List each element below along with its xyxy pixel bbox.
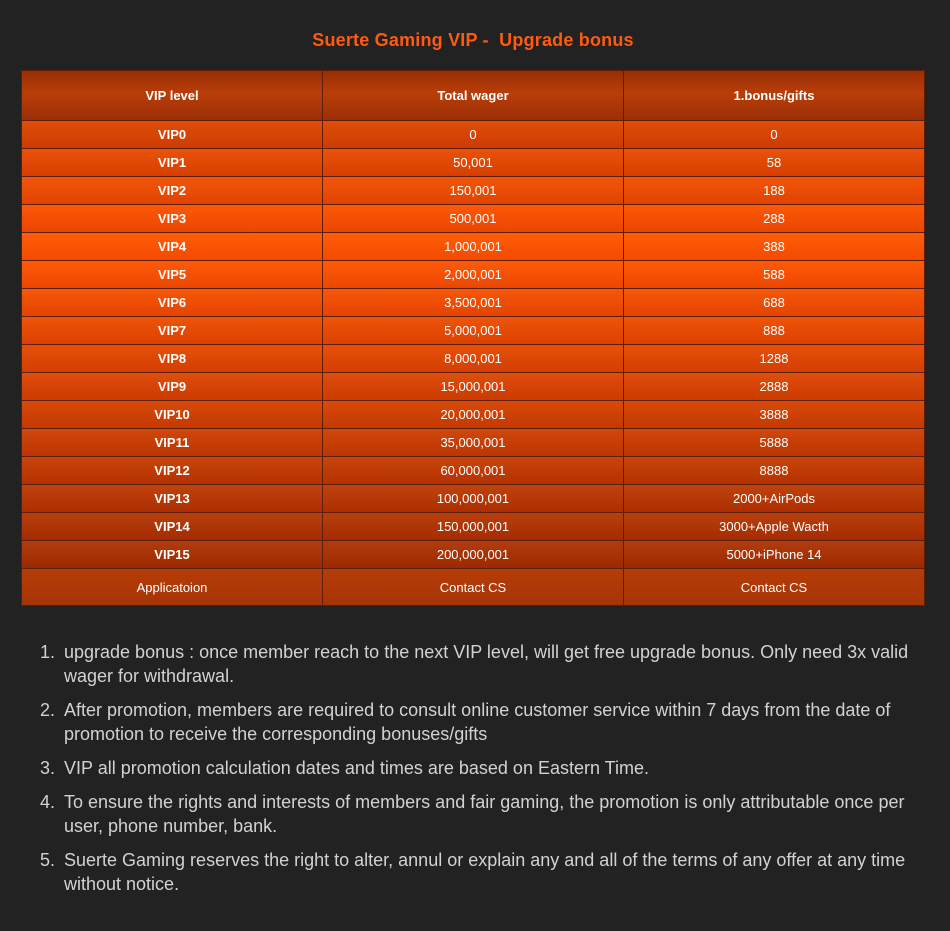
vip-level-cell: VIP6 [22,289,323,317]
total-wager-cell: 8,000,001 [323,345,624,373]
total-wager-cell: 100,000,001 [323,485,624,513]
column-header-total-wager: Total wager [323,71,624,121]
table-row [22,513,925,541]
total-wager-cell: 5,000,001 [323,317,624,345]
terms-item [40,790,910,838]
vip-level-cell: VIP5 [22,261,323,289]
vip-level-cell: VIP2 [22,177,323,205]
bonus-gifts-cell: 388 [624,233,925,261]
table-row [22,317,925,345]
vip-level-cell: VIP7 [22,317,323,345]
page-title: Suerte Gaming VIP - Upgrade bonus [312,30,634,50]
vip-level-cell: VIP9 [22,373,323,401]
terms-item-number: 3. [40,758,56,778]
table-row [22,149,925,177]
table-row [22,485,925,513]
table-row [22,401,925,429]
vip-level-cell: VIP4 [22,233,323,261]
bonus-gifts-cell: 3000+Apple Wacth [624,513,925,541]
vip-level-cell: VIP13 [22,485,323,513]
bonus-gifts-cell: 2888 [624,373,925,401]
table-row [22,177,925,205]
table-row [22,541,925,569]
terms-item-text: upgrade bonus : once member reach to the next VIP level, will get free upgrade bonus. Only need 3x valid wager for withdrawal. [64,642,909,686]
vip-level-cell: VIP8 [22,345,323,373]
total-wager-cell: 500,001 [323,205,624,233]
total-wager-cell: 35,000,001 [323,429,624,457]
terms-item-text: VIP all promotion calculation dates and times are based on Eastern Time. [64,758,649,778]
table-row [22,233,925,261]
table-row [22,121,925,149]
bonus-gifts-cell: 2000+AirPods [624,485,925,513]
bonus-gifts-cell: 3888 [624,401,925,429]
column-header-vip-level: VIP level [22,71,323,121]
vip-level-cell: VIP3 [22,205,323,233]
bonus-gifts-cell: 58 [624,149,925,177]
total-wager-cell: 3,500,001 [323,289,624,317]
terms-item [40,640,910,688]
terms-item-number: 2. [40,700,56,720]
bonus-gifts-cell: 5888 [624,429,925,457]
total-wager-cell: 150,000,001 [323,513,624,541]
terms-item-number: 5. [40,850,56,870]
terms-item-text: To ensure the rights and interests of members and fair gaming, the promotion is only attributable once per user, phone number, bank. [64,792,905,836]
vip-level-cell: VIP14 [22,513,323,541]
total-wager-cell: 20,000,001 [323,401,624,429]
table-row [22,345,925,373]
vip-level-cell: VIP12 [22,457,323,485]
total-wager-cell: 60,000,001 [323,457,624,485]
terms-item-text: Suerte Gaming reserves the right to alter, annul or explain any and all of the terms of any offer at any time without notice. [64,850,906,894]
bonus-gifts-cell: 1288 [624,345,925,373]
terms-item [40,756,910,780]
table-row [22,429,925,457]
bonus-gifts-cell: 588 [624,261,925,289]
terms-item [40,698,910,746]
total-wager-cell: 200,000,001 [323,541,624,569]
bonus-gifts-cell: 688 [624,289,925,317]
table-row [22,289,925,317]
terms-item-number: 4. [40,792,56,812]
total-wager-cell: 0 [323,121,624,149]
terms-list [40,640,910,906]
table-row [22,205,925,233]
vip-level-cell: VIP11 [22,429,323,457]
bonus-gifts-cell: 188 [624,177,925,205]
table-row [22,373,925,401]
table-body [22,121,925,606]
vip-level-cell: VIP15 [22,541,323,569]
total-wager-cell: 2,000,001 [323,261,624,289]
contact-cs-cell: Contact CS [323,569,624,606]
bonus-gifts-cell: 888 [624,317,925,345]
total-wager-cell: 150,001 [323,177,624,205]
total-wager-cell: 15,000,001 [323,373,624,401]
bonus-gifts-cell: 0 [624,121,925,149]
terms-item [40,848,910,896]
table-row [22,261,925,289]
terms-item-number: 1. [40,642,56,662]
application-cell: Applicatoion [22,569,323,606]
table-header-row [22,71,925,121]
total-wager-cell: 50,001 [323,149,624,177]
bonus-gifts-cell: 5000+iPhone 14 [624,541,925,569]
bonus-gifts-cell: 8888 [624,457,925,485]
bonus-gifts-cell: 288 [624,205,925,233]
vip-level-cell: VIP0 [22,121,323,149]
table-footer-row [22,569,925,606]
column-header-bonus-gifts: 1.bonus/gifts [624,71,925,121]
contact-cs-cell: Contact CS [624,569,925,606]
terms-item-text: After promotion, members are required to consult online customer service within 7 days from the date of promotion to receive the corresponding bonuses/gifts [64,700,891,744]
vip-upgrade-table [21,70,925,606]
vip-level-cell: VIP10 [22,401,323,429]
total-wager-cell: 1,000,001 [323,233,624,261]
table-row [22,457,925,485]
vip-level-cell: VIP1 [22,149,323,177]
